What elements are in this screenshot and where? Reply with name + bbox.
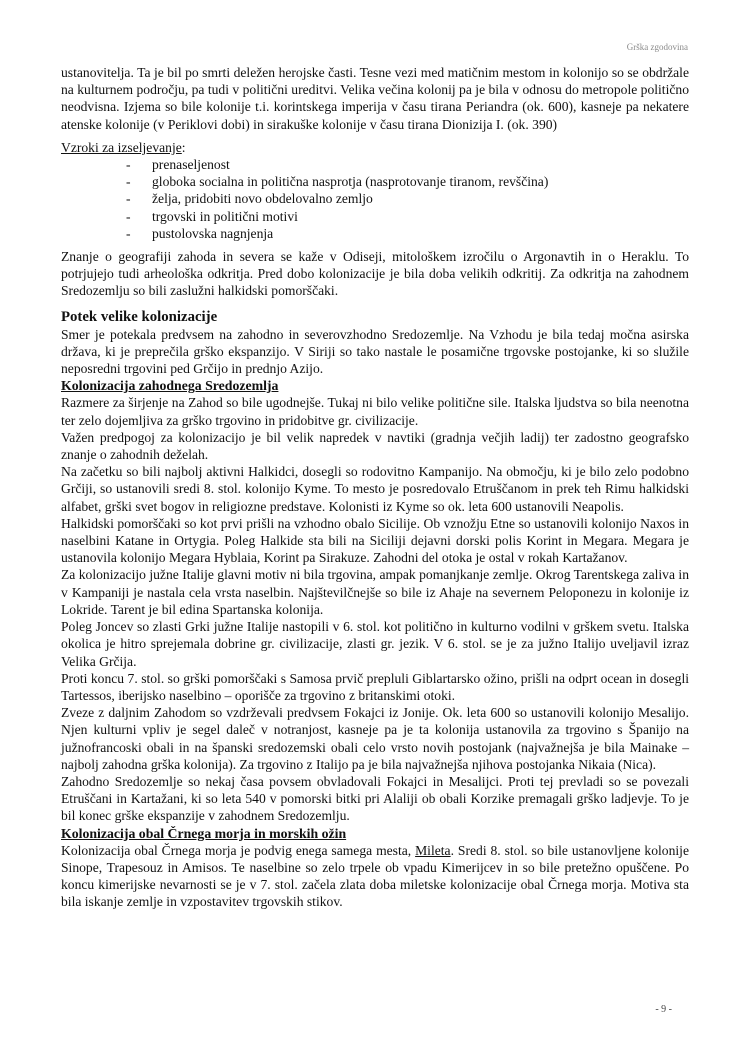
black-sea-text-end: . Sredi 8. stol. so bile ustanovljene kolonije Sinope, Trapesouz in Amisos. Te naselbine so zelo trpele ob vpadu Kimerijcev in so bile pretežno opuščene. Po koncu kimerijske nevarnosti se je v 7. stol. začela zlata doba miletske kolonizacije obal Črnega morja. Motiva sta bila iskanje zemlje in vzpostavitev trgovskih stikov. [61, 842, 689, 910]
list-item: - prenaseljenost [126, 156, 689, 173]
west-paragraph: Razmere za širjenje na Zahod so bile ugodnejše. Tukaj ni bilo velike politične sile. Italska ljudstva so bila neenotna ter zelo dojemljiva za grško trgovino in pridobitve gr. civilizacije. [61, 395, 689, 428]
mileta-underlined: Mileta [415, 842, 451, 858]
west-paragraph: Za kolonizacijo južne Italije glavni motiv ni bila trgovina, ampak pomanjkanje zemlje. Okrog Tarentskega zaliva in v Kampaniji je nastala cela vrsta naselbin. Najštevilčnejše so bile iz Ahaje na severnem Peloponezu in kolonije iz Lokride. Tarent je bil edina Spartanska kolonija. [61, 567, 689, 617]
west-paragraph: Halkidski pomorščaki so kot prvi prišli na vzhodno obalo Sicilije. Ob vznožju Etne so ustanovili kolonijo Naxos in naselbini Katane in Ortygia. Poleg Halkide sta bili na Siciliji dejavni dorski polis Korint in Megara. Megara je ustanovila kolonijo Megara Hyblaia, Korint pa Sirakuze. Zahodni del otoka je ostal v rokah Kartažanov. [61, 515, 689, 566]
list-item: - globoka socialna in politična nasprotja (nasprotovanje tiranom, revščina) [126, 173, 689, 190]
black-sea-text-start: Kolonizacija obal Črnega morja je podvig enega samega mesta, [61, 842, 416, 858]
knowledge-paragraph: Znanje o geografiji zahoda in severa se kaže v Odiseji, mitološkem izročilu o Argonavtih in o Heraklu. To potrjujejo tudi arheološka odkritja. Pred dobo kolonizacije je bila doba velikih odkritij. Za odkritja na zahodnem Sredozemlju so bili zaslužni halkidski pomorščaki. [61, 249, 689, 299]
section-heading-course: Potek velike kolonizacije [61, 308, 218, 325]
list-item: - pustolovska nagnjenja [126, 225, 689, 242]
reasons-list [61, 156, 689, 242]
section-heading-black-sea: Kolonizacija obal Črnega morja in morskih ožin [61, 825, 347, 841]
page-body [61, 64, 689, 911]
list-item: - trgovski in politični motivi [126, 208, 689, 225]
west-paragraph: Poleg Joncev so zlasti Grki južne Italije nastopili v 6. stol. kot politično in kulturno vodilni v grškem svetu. Italska okolica je hitro sprejemala dobrine gr. civilizacije, zlasti gr. jezik. V 6. stol. se je za južno Italijo uveljavil izraz Velika Grčija. [61, 619, 689, 669]
reasons-colon: : [181, 139, 186, 155]
reasons-label: Vzroki za izseljevanje [61, 139, 182, 155]
intro-paragraph: ustanovitelja. Ta je bil po smrti deležen herojske časti. Tesne vezi med matičnim mestom in kolonijo so se obdržale na kulturnem področju, pa tudi v politični ureditvi. Velika večina kolonij pa je bila v odnosu do metropole politično neodvisna. Izjema so bile kolonije t.i. korintskega imperija v času tirana Periandra (ok. 600), kasneje pa nekatere atenske kolonije (v Periklovi dobi) in sirakuške kolonije v času tirana Dionizija I. (ok. 390) [61, 65, 689, 132]
black-sea-paragraph [61, 842, 689, 911]
reasons-label-line [61, 139, 689, 156]
section-heading-west: Kolonizacija zahodnega Sredozemlja [61, 378, 279, 394]
list-item: - želja, pridobiti novo obdelovalno zemljo [126, 190, 689, 207]
west-paragraph: Zveze z daljnim Zahodom so vzdrževali predvsem Fokajci iz Jonije. Ok. leta 600 so ustanovili kolonijo Mesalijo. Njen kulturni vpliv je segel daleč v notranjost, kasneje pa je ta kolonija ustanovila za trgovino s Španijo na južnofrancoski obali in na španski sredozemski obali celo vrsto novih postojank (najvažnejša je bila Mainake – najbolj zahodna grška kolonija). Za trgovino z Italijo pa je bila najvažnejša njihova postojanka Nikaia (Nica). [61, 705, 689, 772]
running-header: Grška zgodovina [626, 42, 688, 52]
west-paragraph: Važen predpogoj za kolonizacijo je bil velik napredek v navtiki (gradnja večjih ladij) ter zadostno geografsko znanje o zahodnih deželah. [61, 429, 689, 463]
page-number: - 9 - [655, 1004, 672, 1015]
west-paragraph: Na začetku so bili najbolj aktivni Halkidci, dosegli so rodovitno Kampanijo. Na območju, ki je bilo zelo podobno Grčiji, so ustanovili sredi 8. stol. kolonijo Kyme. To mesto je posredovalo Etruščanom in prek teh Rimu halkidski alfabet, grški svet bogov in religiozne predstave. Kolonisti iz Kyme so ok. leta 600 ustanovili Neapolis. [61, 464, 689, 514]
west-paragraph: Proti koncu 7. stol. so grški pomorščaki s Samosa prvič prepluli Giblartarsko ožino, prišli na odprt ocean in dosegli Tartessos, iberijsko naselbino – oporišče za trgovino z britanskimi otoki. [61, 670, 689, 703]
west-paragraph: Zahodno Sredozemlje so nekaj časa povsem obvladovali Fokajci in Mesalijci. Proti tej prevladi so se povezali Etruščani in Kartažani, ki so leta 540 v pomorski bitki pri Alaliji ob obali Korzike premagali grško ladjevje. To je bil konec grške ekspanzije v zahodnem Sredozemlju. [61, 773, 689, 824]
course-paragraph: Smer je potekala predvsem na zahodno in severovzhodno Sredozemlje. Na Vzhodu je bila tedaj močna asirska država, ki je preprečila grško ekspanzijo. V Siriji so tako nastale le posamične trgovske postojanke, ki so služile neposredni trgovini ped Grčijo in prednjo Azijo. [61, 326, 689, 377]
